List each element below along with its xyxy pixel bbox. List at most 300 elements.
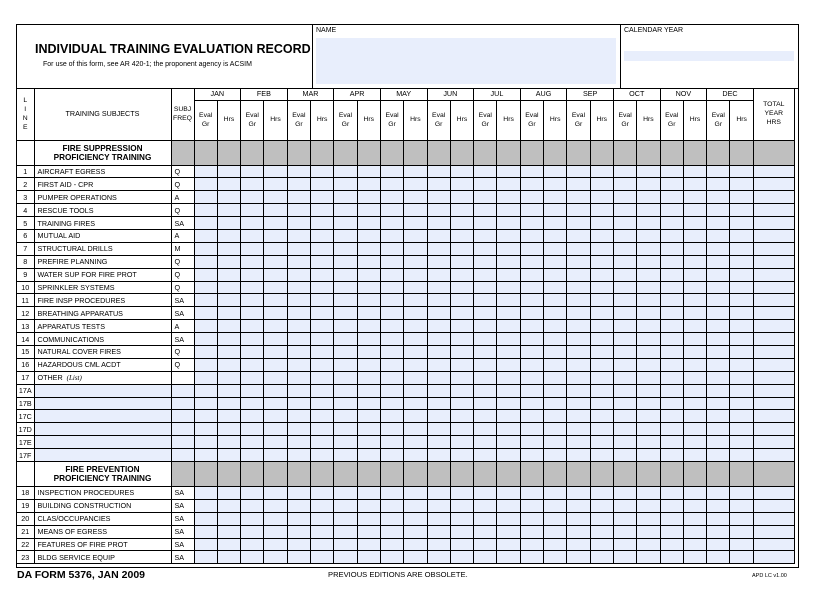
total-hrs-cell[interactable] <box>753 436 794 449</box>
hrs-cell[interactable] <box>311 191 334 204</box>
hrs-cell[interactable] <box>311 410 334 423</box>
hrs-cell[interactable] <box>357 499 380 512</box>
eval-gr-cell[interactable] <box>613 178 636 191</box>
eval-gr-cell[interactable] <box>194 345 217 358</box>
eval-gr-cell[interactable] <box>520 512 543 525</box>
eval-gr-cell[interactable] <box>567 217 590 230</box>
eval-gr-cell[interactable] <box>567 397 590 410</box>
eval-gr-cell[interactable] <box>334 281 357 294</box>
hrs-cell[interactable] <box>404 268 427 281</box>
hrs-cell[interactable] <box>637 178 660 191</box>
eval-gr-cell[interactable] <box>380 525 403 538</box>
hrs-cell[interactable] <box>264 384 287 397</box>
eval-gr-cell[interactable] <box>380 345 403 358</box>
hrs-cell[interactable] <box>497 449 520 462</box>
hrs-cell[interactable] <box>357 486 380 499</box>
hrs-cell[interactable] <box>730 358 753 371</box>
hrs-cell[interactable] <box>637 204 660 217</box>
eval-gr-cell[interactable] <box>567 178 590 191</box>
eval-gr-cell[interactable] <box>194 423 217 436</box>
eval-gr-cell[interactable] <box>474 371 497 384</box>
hrs-cell[interactable] <box>264 281 287 294</box>
eval-gr-cell[interactable] <box>613 333 636 346</box>
eval-gr-cell[interactable] <box>287 384 310 397</box>
eval-gr-cell[interactable] <box>334 268 357 281</box>
hrs-cell[interactable] <box>683 512 706 525</box>
eval-gr-cell[interactable] <box>380 436 403 449</box>
eval-gr-cell[interactable] <box>613 384 636 397</box>
eval-gr-cell[interactable] <box>707 191 730 204</box>
eval-gr-cell[interactable] <box>287 294 310 307</box>
eval-gr-cell[interactable] <box>427 307 450 320</box>
eval-gr-cell[interactable] <box>241 204 264 217</box>
hrs-cell[interactable] <box>404 333 427 346</box>
eval-gr-cell[interactable] <box>194 229 217 242</box>
hrs-cell[interactable] <box>683 384 706 397</box>
eval-gr-cell[interactable] <box>613 525 636 538</box>
eval-gr-cell[interactable] <box>474 307 497 320</box>
eval-gr-cell[interactable] <box>287 204 310 217</box>
eval-gr-cell[interactable] <box>660 191 683 204</box>
hrs-cell[interactable] <box>637 384 660 397</box>
eval-gr-cell[interactable] <box>380 229 403 242</box>
total-hrs-cell[interactable] <box>753 384 794 397</box>
eval-gr-cell[interactable] <box>241 538 264 551</box>
eval-gr-cell[interactable] <box>567 229 590 242</box>
eval-gr-cell[interactable] <box>427 551 450 564</box>
eval-gr-cell[interactable] <box>334 410 357 423</box>
eval-gr-cell[interactable] <box>380 499 403 512</box>
hrs-cell[interactable] <box>404 320 427 333</box>
hrs-cell[interactable] <box>497 358 520 371</box>
hrs-cell[interactable] <box>637 371 660 384</box>
hrs-cell[interactable] <box>217 281 240 294</box>
eval-gr-cell[interactable] <box>427 191 450 204</box>
eval-gr-cell[interactable] <box>287 320 310 333</box>
eval-gr-cell[interactable] <box>613 512 636 525</box>
eval-gr-cell[interactable] <box>520 397 543 410</box>
hrs-cell[interactable] <box>683 397 706 410</box>
eval-gr-cell[interactable] <box>707 397 730 410</box>
eval-gr-cell[interactable] <box>474 333 497 346</box>
eval-gr-cell[interactable] <box>474 499 497 512</box>
hrs-cell[interactable] <box>311 217 334 230</box>
eval-gr-cell[interactable] <box>334 204 357 217</box>
eval-gr-cell[interactable] <box>567 242 590 255</box>
eval-gr-cell[interactable] <box>380 333 403 346</box>
eval-gr-cell[interactable] <box>707 217 730 230</box>
hrs-cell[interactable] <box>450 165 473 178</box>
eval-gr-cell[interactable] <box>567 294 590 307</box>
total-hrs-cell[interactable] <box>753 371 794 384</box>
hrs-cell[interactable] <box>311 436 334 449</box>
eval-gr-cell[interactable] <box>287 499 310 512</box>
total-hrs-cell[interactable] <box>753 345 794 358</box>
hrs-cell[interactable] <box>450 423 473 436</box>
eval-gr-cell[interactable] <box>707 268 730 281</box>
hrs-cell[interactable] <box>730 178 753 191</box>
hrs-cell[interactable] <box>311 268 334 281</box>
eval-gr-cell[interactable] <box>194 436 217 449</box>
hrs-cell[interactable] <box>590 499 613 512</box>
eval-gr-cell[interactable] <box>660 423 683 436</box>
hrs-cell[interactable] <box>311 486 334 499</box>
hrs-cell[interactable] <box>544 345 567 358</box>
eval-gr-cell[interactable] <box>660 512 683 525</box>
hrs-cell[interactable] <box>683 358 706 371</box>
eval-gr-cell[interactable] <box>287 281 310 294</box>
hrs-cell[interactable] <box>683 204 706 217</box>
hrs-cell[interactable] <box>590 294 613 307</box>
hrs-cell[interactable] <box>497 538 520 551</box>
hrs-cell[interactable] <box>637 242 660 255</box>
hrs-cell[interactable] <box>217 320 240 333</box>
eval-gr-cell[interactable] <box>520 333 543 346</box>
eval-gr-cell[interactable] <box>334 255 357 268</box>
eval-gr-cell[interactable] <box>380 268 403 281</box>
hrs-cell[interactable] <box>637 551 660 564</box>
eval-gr-cell[interactable] <box>520 499 543 512</box>
eval-gr-cell[interactable] <box>427 397 450 410</box>
hrs-cell[interactable] <box>404 512 427 525</box>
hrs-cell[interactable] <box>637 410 660 423</box>
total-hrs-cell[interactable] <box>753 525 794 538</box>
hrs-cell[interactable] <box>404 371 427 384</box>
eval-gr-cell[interactable] <box>241 423 264 436</box>
eval-gr-cell[interactable] <box>380 307 403 320</box>
hrs-cell[interactable] <box>404 229 427 242</box>
hrs-cell[interactable] <box>217 499 240 512</box>
eval-gr-cell[interactable] <box>613 538 636 551</box>
eval-gr-cell[interactable] <box>707 525 730 538</box>
eval-gr-cell[interactable] <box>194 191 217 204</box>
hrs-cell[interactable] <box>590 345 613 358</box>
hrs-cell[interactable] <box>264 204 287 217</box>
hrs-cell[interactable] <box>683 320 706 333</box>
eval-gr-cell[interactable] <box>380 217 403 230</box>
subj-freq-value[interactable] <box>171 423 194 436</box>
eval-gr-cell[interactable] <box>567 384 590 397</box>
eval-gr-cell[interactable] <box>567 333 590 346</box>
hrs-cell[interactable] <box>683 538 706 551</box>
eval-gr-cell[interactable] <box>380 397 403 410</box>
hrs-cell[interactable] <box>450 449 473 462</box>
eval-gr-cell[interactable] <box>567 191 590 204</box>
eval-gr-cell[interactable] <box>427 165 450 178</box>
hrs-cell[interactable] <box>264 178 287 191</box>
hrs-cell[interactable] <box>497 165 520 178</box>
eval-gr-cell[interactable] <box>380 449 403 462</box>
eval-gr-cell[interactable] <box>660 525 683 538</box>
eval-gr-cell[interactable] <box>334 165 357 178</box>
hrs-cell[interactable] <box>730 255 753 268</box>
eval-gr-cell[interactable] <box>380 165 403 178</box>
eval-gr-cell[interactable] <box>334 449 357 462</box>
hrs-cell[interactable] <box>730 397 753 410</box>
eval-gr-cell[interactable] <box>520 449 543 462</box>
eval-gr-cell[interactable] <box>613 397 636 410</box>
hrs-cell[interactable] <box>590 449 613 462</box>
hrs-cell[interactable] <box>683 268 706 281</box>
eval-gr-cell[interactable] <box>660 165 683 178</box>
hrs-cell[interactable] <box>404 410 427 423</box>
eval-gr-cell[interactable] <box>520 371 543 384</box>
eval-gr-cell[interactable] <box>660 333 683 346</box>
eval-gr-cell[interactable] <box>334 551 357 564</box>
hrs-cell[interactable] <box>404 423 427 436</box>
hrs-cell[interactable] <box>311 551 334 564</box>
hrs-cell[interactable] <box>217 191 240 204</box>
eval-gr-cell[interactable] <box>474 165 497 178</box>
hrs-cell[interactable] <box>544 512 567 525</box>
subject-input[interactable] <box>34 436 171 449</box>
hrs-cell[interactable] <box>730 525 753 538</box>
hrs-cell[interactable] <box>404 178 427 191</box>
eval-gr-cell[interactable] <box>707 307 730 320</box>
hrs-cell[interactable] <box>217 384 240 397</box>
hrs-cell[interactable] <box>683 294 706 307</box>
hrs-cell[interactable] <box>544 551 567 564</box>
subj-freq-value[interactable] <box>171 436 194 449</box>
eval-gr-cell[interactable] <box>567 268 590 281</box>
eval-gr-cell[interactable] <box>707 255 730 268</box>
hrs-cell[interactable] <box>217 512 240 525</box>
hrs-cell[interactable] <box>730 384 753 397</box>
eval-gr-cell[interactable] <box>707 204 730 217</box>
hrs-cell[interactable] <box>637 307 660 320</box>
hrs-cell[interactable] <box>217 242 240 255</box>
eval-gr-cell[interactable] <box>520 204 543 217</box>
hrs-cell[interactable] <box>637 191 660 204</box>
hrs-cell[interactable] <box>730 217 753 230</box>
hrs-cell[interactable] <box>264 410 287 423</box>
eval-gr-cell[interactable] <box>660 281 683 294</box>
total-hrs-cell[interactable] <box>753 423 794 436</box>
eval-gr-cell[interactable] <box>567 423 590 436</box>
hrs-cell[interactable] <box>357 307 380 320</box>
hrs-cell[interactable] <box>357 333 380 346</box>
eval-gr-cell[interactable] <box>520 178 543 191</box>
hrs-cell[interactable] <box>404 294 427 307</box>
eval-gr-cell[interactable] <box>474 191 497 204</box>
hrs-cell[interactable] <box>264 551 287 564</box>
hrs-cell[interactable] <box>217 307 240 320</box>
hrs-cell[interactable] <box>264 525 287 538</box>
eval-gr-cell[interactable] <box>567 512 590 525</box>
eval-gr-cell[interactable] <box>613 486 636 499</box>
eval-gr-cell[interactable] <box>194 333 217 346</box>
total-hrs-cell[interactable] <box>753 512 794 525</box>
eval-gr-cell[interactable] <box>427 486 450 499</box>
hrs-cell[interactable] <box>311 345 334 358</box>
hrs-cell[interactable] <box>544 320 567 333</box>
eval-gr-cell[interactable] <box>334 397 357 410</box>
hrs-cell[interactable] <box>590 307 613 320</box>
hrs-cell[interactable] <box>217 333 240 346</box>
eval-gr-cell[interactable] <box>241 294 264 307</box>
eval-gr-cell[interactable] <box>287 165 310 178</box>
eval-gr-cell[interactable] <box>707 281 730 294</box>
eval-gr-cell[interactable] <box>427 358 450 371</box>
hrs-cell[interactable] <box>544 178 567 191</box>
eval-gr-cell[interactable] <box>567 371 590 384</box>
hrs-cell[interactable] <box>730 371 753 384</box>
hrs-cell[interactable] <box>683 410 706 423</box>
eval-gr-cell[interactable] <box>194 525 217 538</box>
hrs-cell[interactable] <box>404 307 427 320</box>
eval-gr-cell[interactable] <box>660 371 683 384</box>
eval-gr-cell[interactable] <box>287 449 310 462</box>
eval-gr-cell[interactable] <box>287 397 310 410</box>
hrs-cell[interactable] <box>497 371 520 384</box>
hrs-cell[interactable] <box>264 397 287 410</box>
hrs-cell[interactable] <box>217 255 240 268</box>
eval-gr-cell[interactable] <box>334 499 357 512</box>
eval-gr-cell[interactable] <box>287 333 310 346</box>
hrs-cell[interactable] <box>450 436 473 449</box>
eval-gr-cell[interactable] <box>241 486 264 499</box>
total-hrs-cell[interactable] <box>753 204 794 217</box>
eval-gr-cell[interactable] <box>194 281 217 294</box>
eval-gr-cell[interactable] <box>474 423 497 436</box>
hrs-cell[interactable] <box>590 358 613 371</box>
hrs-cell[interactable] <box>544 358 567 371</box>
hrs-cell[interactable] <box>544 397 567 410</box>
eval-gr-cell[interactable] <box>427 217 450 230</box>
eval-gr-cell[interactable] <box>707 229 730 242</box>
eval-gr-cell[interactable] <box>660 436 683 449</box>
eval-gr-cell[interactable] <box>707 410 730 423</box>
hrs-cell[interactable] <box>637 320 660 333</box>
hrs-cell[interactable] <box>357 294 380 307</box>
hrs-cell[interactable] <box>730 538 753 551</box>
eval-gr-cell[interactable] <box>194 204 217 217</box>
hrs-cell[interactable] <box>544 423 567 436</box>
eval-gr-cell[interactable] <box>613 423 636 436</box>
eval-gr-cell[interactable] <box>474 436 497 449</box>
eval-gr-cell[interactable] <box>241 410 264 423</box>
hrs-cell[interactable] <box>404 191 427 204</box>
eval-gr-cell[interactable] <box>241 512 264 525</box>
hrs-cell[interactable] <box>497 178 520 191</box>
hrs-cell[interactable] <box>264 217 287 230</box>
hrs-cell[interactable] <box>497 551 520 564</box>
hrs-cell[interactable] <box>404 436 427 449</box>
eval-gr-cell[interactable] <box>241 384 264 397</box>
eval-gr-cell[interactable] <box>380 255 403 268</box>
eval-gr-cell[interactable] <box>380 178 403 191</box>
eval-gr-cell[interactable] <box>520 423 543 436</box>
calendar-year-field[interactable] <box>624 51 794 61</box>
hrs-cell[interactable] <box>450 333 473 346</box>
subj-freq-value[interactable] <box>171 384 194 397</box>
total-hrs-cell[interactable] <box>753 499 794 512</box>
eval-gr-cell[interactable] <box>474 268 497 281</box>
hrs-cell[interactable] <box>404 551 427 564</box>
eval-gr-cell[interactable] <box>380 423 403 436</box>
eval-gr-cell[interactable] <box>520 242 543 255</box>
hrs-cell[interactable] <box>544 333 567 346</box>
eval-gr-cell[interactable] <box>334 307 357 320</box>
hrs-cell[interactable] <box>450 242 473 255</box>
hrs-cell[interactable] <box>404 397 427 410</box>
eval-gr-cell[interactable] <box>660 538 683 551</box>
eval-gr-cell[interactable] <box>287 229 310 242</box>
hrs-cell[interactable] <box>730 512 753 525</box>
hrs-cell[interactable] <box>404 358 427 371</box>
eval-gr-cell[interactable] <box>520 294 543 307</box>
hrs-cell[interactable] <box>683 486 706 499</box>
eval-gr-cell[interactable] <box>194 255 217 268</box>
hrs-cell[interactable] <box>637 217 660 230</box>
total-hrs-cell[interactable] <box>753 294 794 307</box>
hrs-cell[interactable] <box>217 551 240 564</box>
hrs-cell[interactable] <box>264 358 287 371</box>
hrs-cell[interactable] <box>450 178 473 191</box>
eval-gr-cell[interactable] <box>567 499 590 512</box>
hrs-cell[interactable] <box>637 229 660 242</box>
eval-gr-cell[interactable] <box>241 333 264 346</box>
total-hrs-cell[interactable] <box>753 165 794 178</box>
hrs-cell[interactable] <box>450 358 473 371</box>
hrs-cell[interactable] <box>637 499 660 512</box>
hrs-cell[interactable] <box>217 525 240 538</box>
eval-gr-cell[interactable] <box>241 320 264 333</box>
hrs-cell[interactable] <box>637 436 660 449</box>
hrs-cell[interactable] <box>730 229 753 242</box>
hrs-cell[interactable] <box>683 423 706 436</box>
hrs-cell[interactable] <box>264 436 287 449</box>
eval-gr-cell[interactable] <box>241 255 264 268</box>
hrs-cell[interactable] <box>311 371 334 384</box>
hrs-cell[interactable] <box>404 486 427 499</box>
hrs-cell[interactable] <box>357 178 380 191</box>
eval-gr-cell[interactable] <box>567 538 590 551</box>
eval-gr-cell[interactable] <box>520 525 543 538</box>
eval-gr-cell[interactable] <box>474 551 497 564</box>
hrs-cell[interactable] <box>217 486 240 499</box>
eval-gr-cell[interactable] <box>241 307 264 320</box>
hrs-cell[interactable] <box>217 204 240 217</box>
hrs-cell[interactable] <box>544 436 567 449</box>
eval-gr-cell[interactable] <box>287 191 310 204</box>
eval-gr-cell[interactable] <box>520 436 543 449</box>
eval-gr-cell[interactable] <box>427 371 450 384</box>
eval-gr-cell[interactable] <box>287 242 310 255</box>
eval-gr-cell[interactable] <box>194 358 217 371</box>
hrs-cell[interactable] <box>590 255 613 268</box>
eval-gr-cell[interactable] <box>380 320 403 333</box>
eval-gr-cell[interactable] <box>474 525 497 538</box>
eval-gr-cell[interactable] <box>287 371 310 384</box>
hrs-cell[interactable] <box>497 410 520 423</box>
hrs-cell[interactable] <box>590 525 613 538</box>
eval-gr-cell[interactable] <box>194 486 217 499</box>
eval-gr-cell[interactable] <box>194 384 217 397</box>
eval-gr-cell[interactable] <box>427 525 450 538</box>
hrs-cell[interactable] <box>217 397 240 410</box>
hrs-cell[interactable] <box>730 345 753 358</box>
eval-gr-cell[interactable] <box>660 255 683 268</box>
hrs-cell[interactable] <box>544 499 567 512</box>
hrs-cell[interactable] <box>264 333 287 346</box>
hrs-cell[interactable] <box>683 525 706 538</box>
hrs-cell[interactable] <box>683 281 706 294</box>
hrs-cell[interactable] <box>357 423 380 436</box>
hrs-cell[interactable] <box>264 449 287 462</box>
total-hrs-cell[interactable] <box>753 333 794 346</box>
total-hrs-cell[interactable] <box>753 268 794 281</box>
